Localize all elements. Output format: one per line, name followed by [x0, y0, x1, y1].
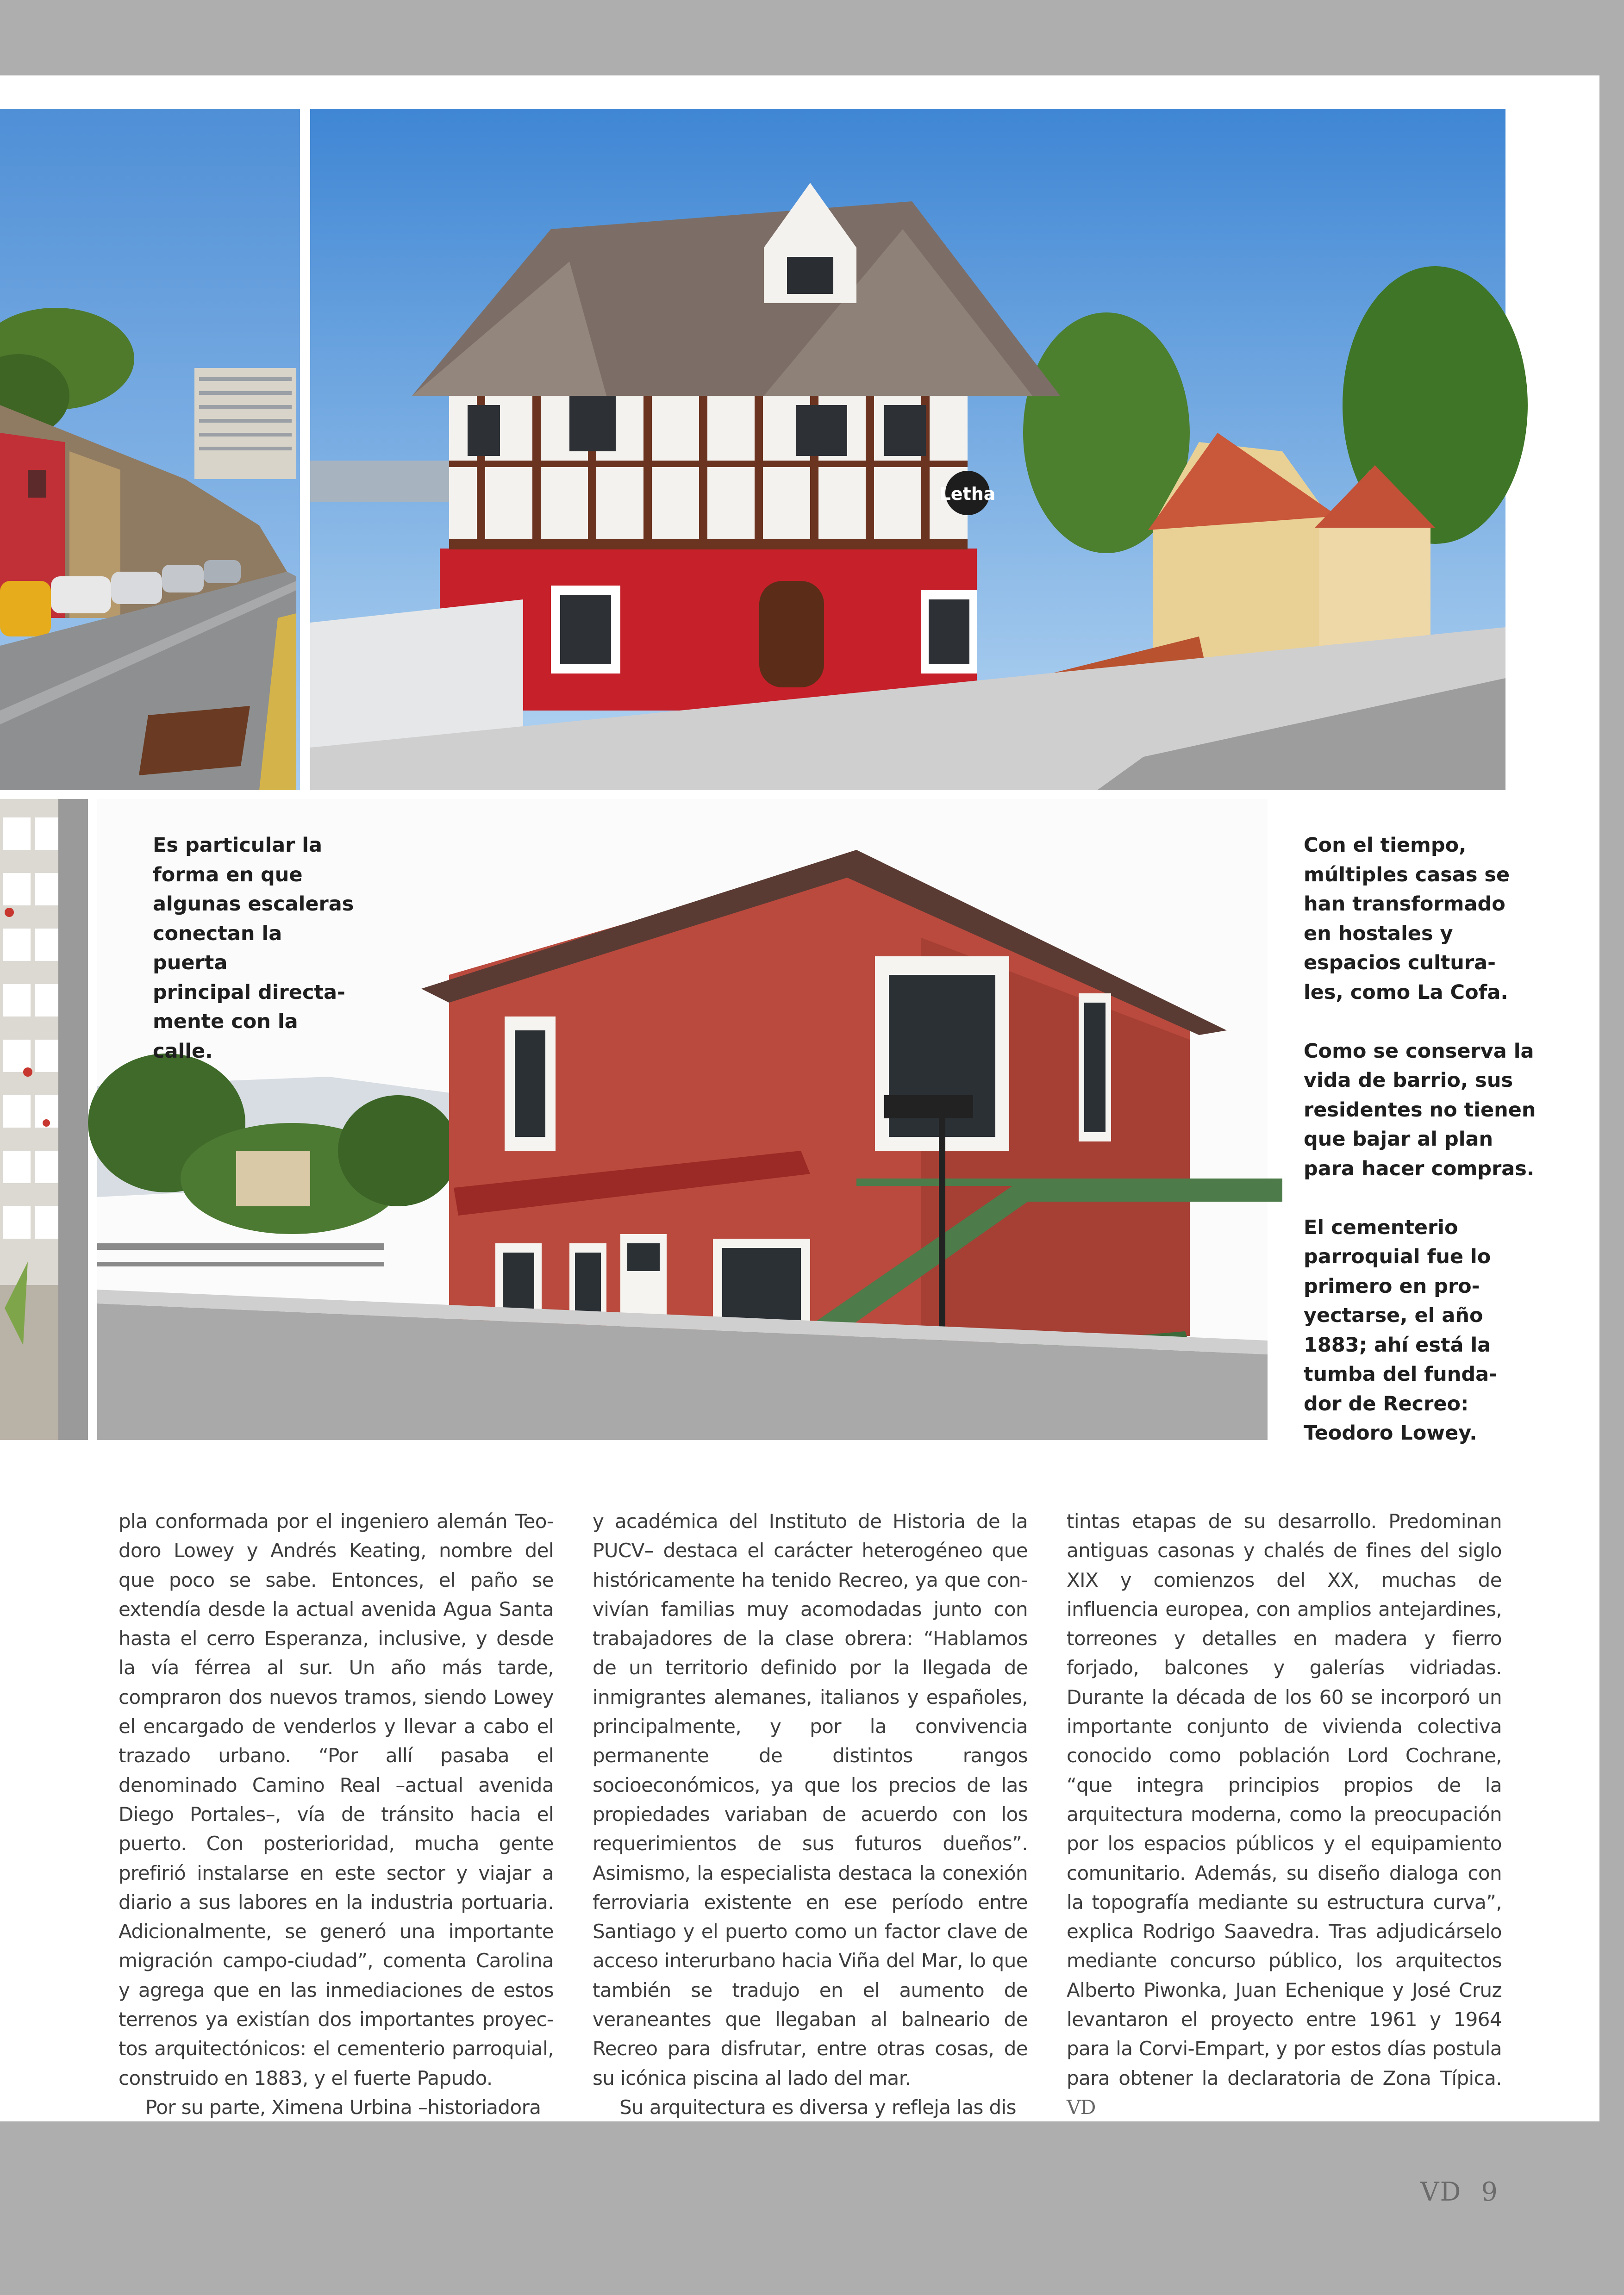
paragraph-text: tintas etapas de su desarrollo. Predominan antiguas casonas y chalés de fines del siglo XIX y comienzos del XX, muchas de influencia europea, con amplios antejardines, torreones y detalles en madera y fierro forjado, balcones y galerías vidriadas. Durante la década de los 60 se incorporó un importante conjunto de vivienda colectiva conocido como población Lord Cochrane, “que integra principios propios de la arquitectura moderna, como la preocupación por los espacios públicos y el equipamiento comunitario. Además, su diseño dialoga con la topografía mediante su estructura curva”, explica Rodrigo Saavedra. Tras adjudicárselo mediante concurso público, los arquitectos Alberto Piwonka, Juan Echenique y José Cruz levantaron el proyecto entre 1961 y 1964 para la Corvi-Empart, y por estos días postula para obtener la declaratoria de Zona Típica. — [1067, 1510, 1502, 2089]
caption-stairs: Es particular la forma en que algunas escaleras conectan la puerta principal directa- mente con la calle. — [153, 834, 354, 1063]
magazine-initials: VD — [1420, 2177, 1462, 2207]
street-illustration — [0, 109, 300, 790]
paragraph: Su arquitectura es diversa y refleja las dis — [619, 2095, 1016, 2119]
paragraph: Por su parte, Ximena Urbina –historiadora — [145, 2095, 541, 2119]
right-captions — [1304, 831, 1544, 1478]
caption-neighborhood: Como se conserva la vida de barrio, sus residentes no tienen que bajar al plan para hacer compras. — [1304, 1039, 1536, 1180]
photo-cemetery-niches — [0, 799, 88, 1440]
article-column-3 — [1067, 1507, 1502, 2122]
article-column-1 — [119, 1507, 554, 2122]
caption-hostels: Con el tiempo, múltiples casas se han transformado en hostales y espacios cultura- les, como La Cofa. — [1304, 834, 1510, 1004]
paragraph: y académica del Instituto de Historia de la PUCV– destaca el carácter heterogéneo que históricamente ha tenido Recreo, ya que convivían familias muy acomodadas junto con trabajadores de la clase obrera: “Hablamos de un territorio definido por la llegada de inmigrantes alemanes, italianos y españoles, principalmente, y por la convivencia permanente de distintos rangos socioeconómicos, ya que los precios de las propiedades variaban de acuerdo con los requerimientos de sus futuros dueños”. Asimismo, la especialista destaca la conexión ferroviaria existente en ese período entre Santiago y el puerto como un factor clave de acceso interurbano hacia Viña del Mar, lo que también se tradujo en el aumento de veraneantes que llegaban al balneario de Recreo para disfrutar, entre otras cosas, de su icónica piscina al lado del mar. — [593, 1510, 1028, 2089]
photo-steep-street — [0, 109, 300, 790]
letha-sign: Letha — [939, 484, 996, 504]
magazine-page — [0, 75, 1599, 2207]
caption-cemetery: El cementerio parroquial fue lo primero en pro- yectarse, el año 1883; ahí está la tumba del funda- dor de Recreo: Teodoro Lowey. — [1304, 1216, 1497, 1445]
cemetery-illustration — [0, 799, 88, 1440]
paragraph: pla conformada por el ingeniero alemán Teodoro Lowey y Andrés Keating, nombre del que poco se sabe. Entonces, el paño se extendía desde la actual avenida Agua Santa hasta el cerro Esperanza, inclusive, y desde la vía férrea al sur. Un año más tarde, compraron dos nuevos tramos, siendo Lowey el encargado de venderlos y llevar a cabo el trazado urbano. “Por allí pasaba el denominado Camino Real –actual avenida Diego Portales–, vía de tránsito hacia el puerto. Con posterioridad, mucha gente prefirió instalarse en este sector y viajar a diario a sus labores en la industria portuaria. Adicionalmente, se generó una importante migración campo-ciudad”, comenta Carolina y agrega que en las inmediaciones de estos terrenos ya existían dos importantes proyectos arquitectónicos: el cementerio parroquial, construido en 1883, y el fuerte Papudo. — [119, 1510, 554, 2089]
photo-tudor-house — [310, 109, 1505, 790]
page-folio — [1420, 2177, 1499, 2207]
end-sign: VD — [1067, 2095, 1096, 2119]
tudor-house-illustration — [310, 109, 1505, 790]
article-column-2 — [593, 1507, 1028, 2122]
paragraph — [1067, 1507, 1502, 2122]
page-number: 9 — [1481, 2177, 1499, 2207]
